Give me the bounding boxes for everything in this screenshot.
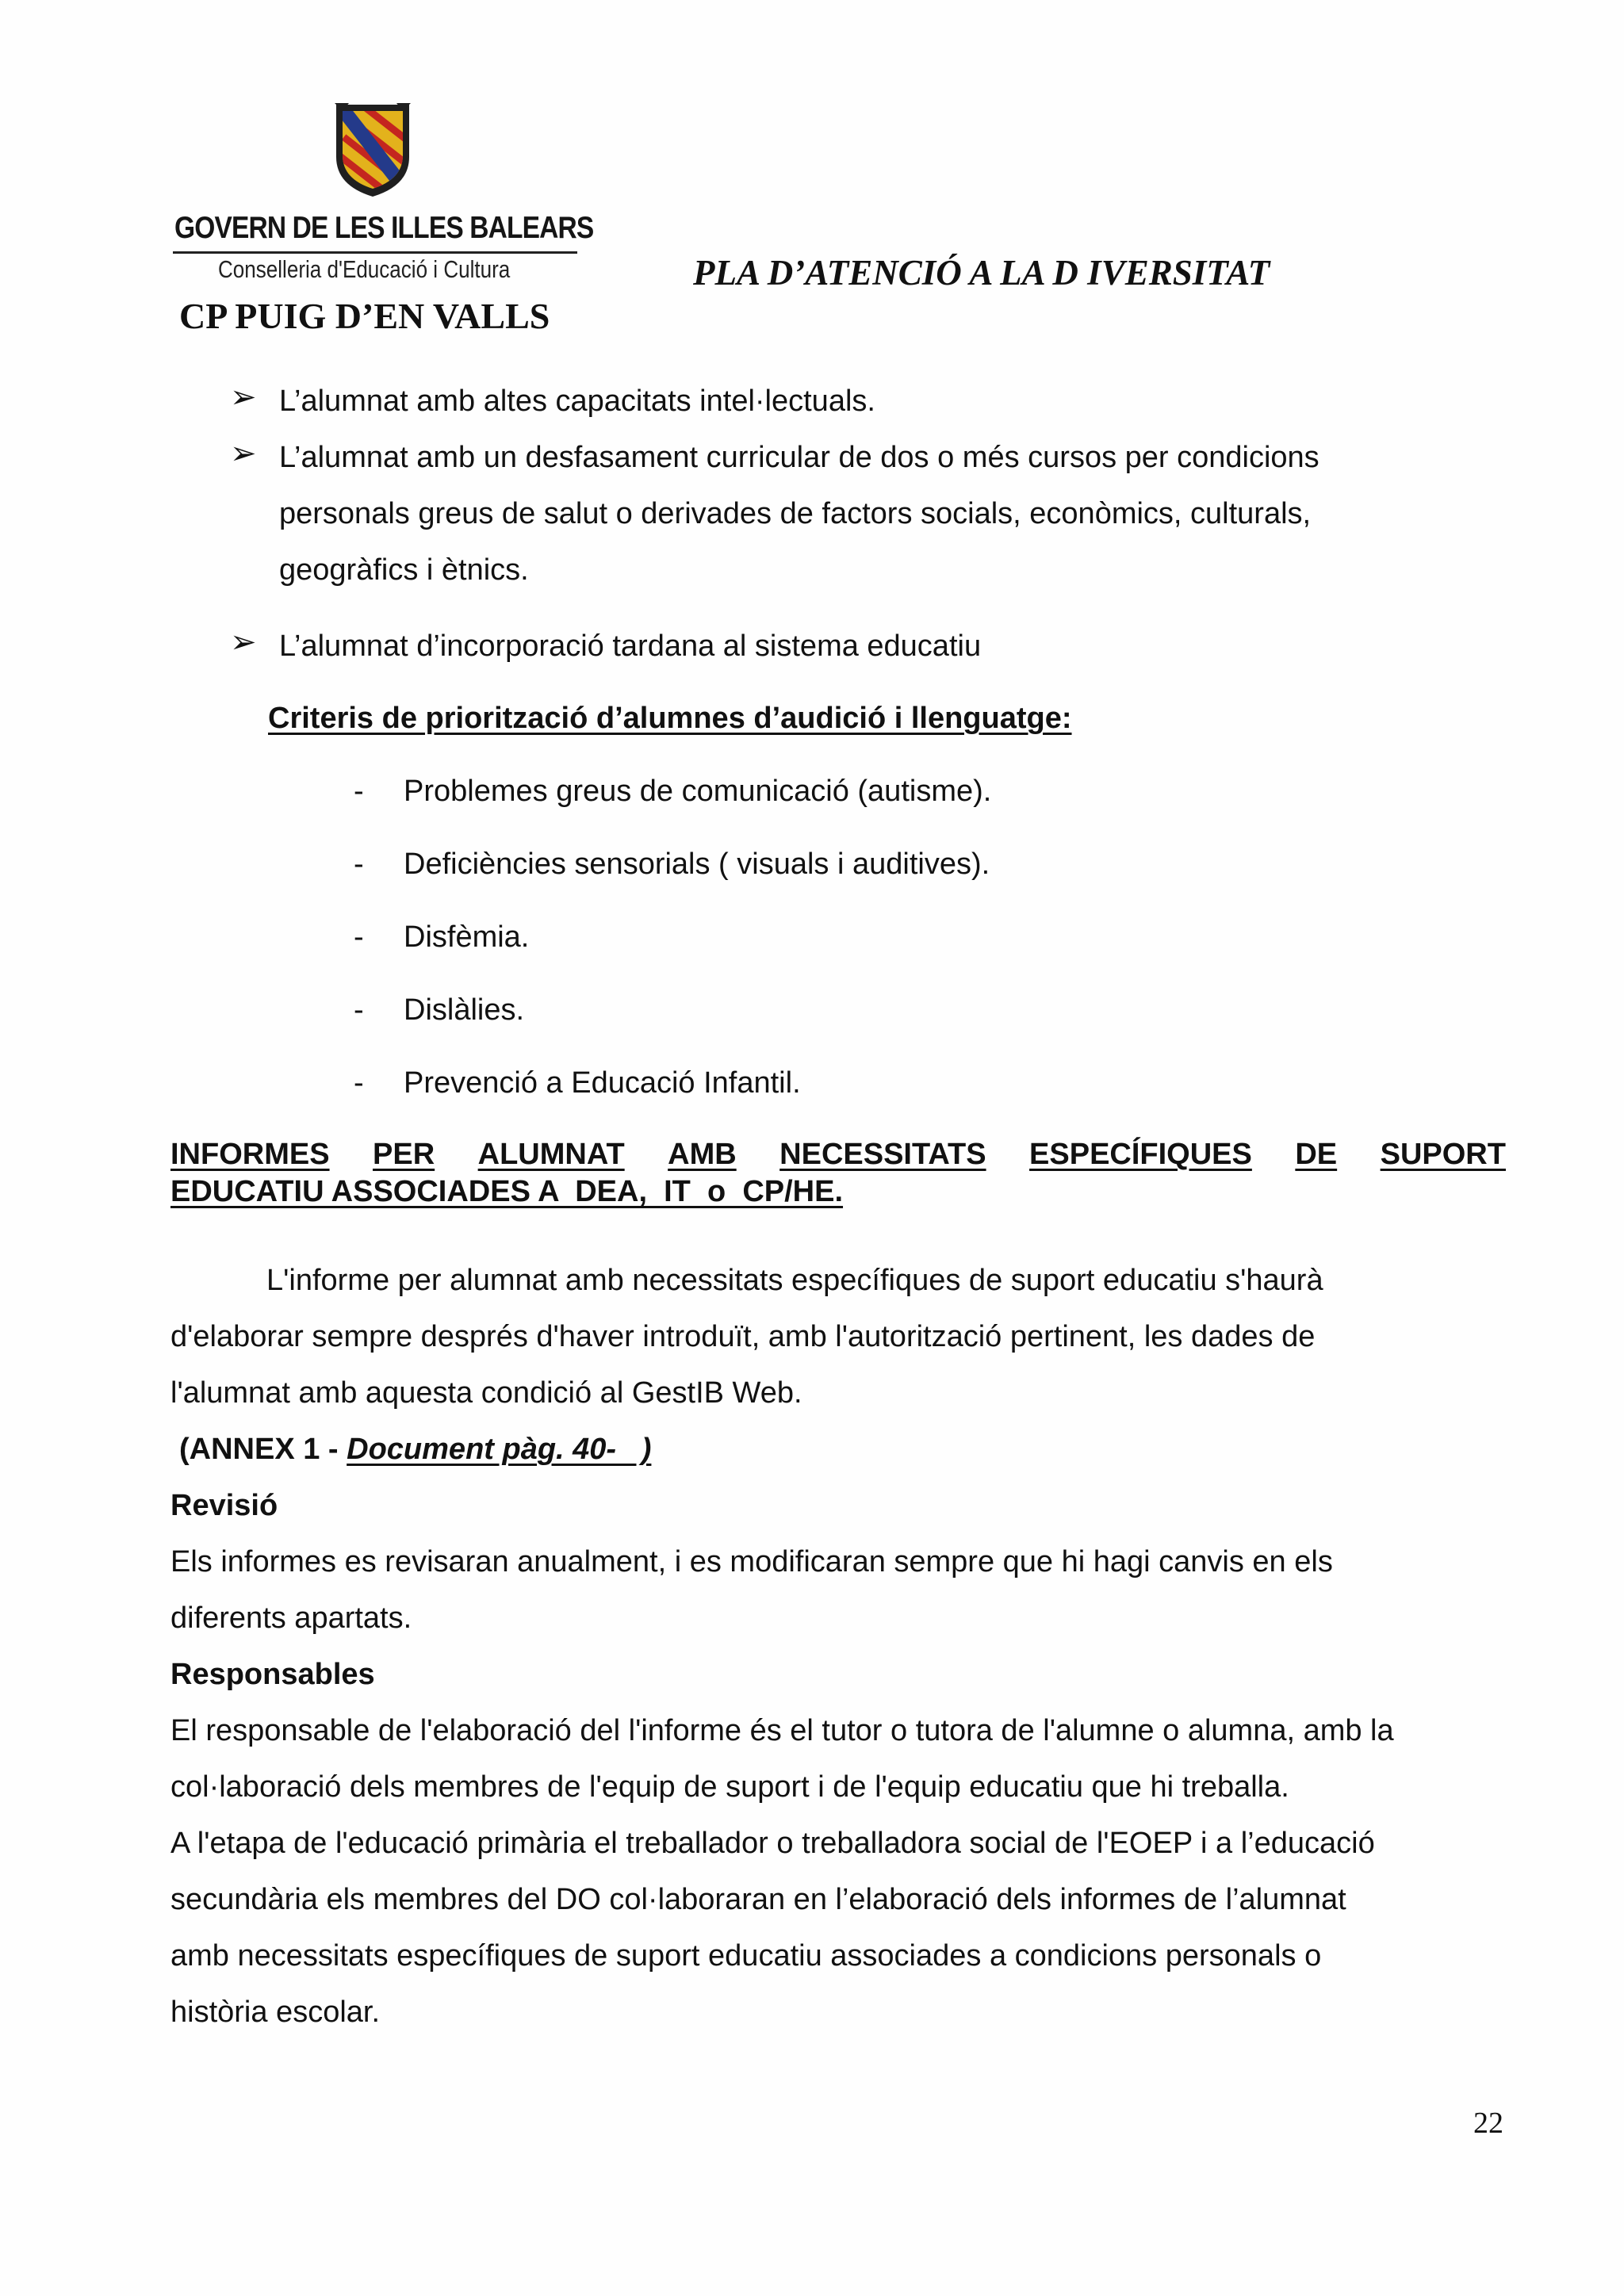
document-title: PLA D’ATENCIÓ A LA D IVERSITAT <box>693 253 1270 293</box>
bullet-item: L’alumnat d’incorporació tardana al sistema educatiu <box>279 629 982 663</box>
paragraph-line: història escolar. <box>170 1996 381 2029</box>
paragraph-line: amb necessitats específiques de suport educatiu associades a condicions personals o <box>170 1939 1322 1973</box>
bullet-item-continuation: personals greus de salut o derivades de factors socials, econòmics, culturals, <box>279 497 1312 530</box>
paragraph-line: A l'etapa de l'educació primària el treballador o treballadora social de l'EOEP i a l’educació <box>170 1827 1375 1860</box>
paragraph-line: l'alumnat amb aquesta condició al GestIB Web. <box>170 1376 802 1410</box>
heading-word: NECESSITATS <box>779 1138 986 1171</box>
page-number: 22 <box>1473 2107 1503 2140</box>
annex-document-link[interactable]: Document pàg. 40- ) <box>347 1433 652 1466</box>
heading-word: INFORMES <box>170 1138 330 1171</box>
heading-word: AMB <box>668 1138 737 1171</box>
paragraph-line: L'informe per alumnat amb necessitats específiques de suport educatiu s'haurà <box>266 1264 1323 1297</box>
school-name: CP PUIG D’EN VALLS <box>179 296 550 336</box>
criteria-item: Problemes greus de comunicació (autisme). <box>404 775 992 808</box>
criteria-heading: Criteris de priorització d’alumnes d’audició i llenguatge: <box>268 702 1072 735</box>
annex-prefix: (ANNEX 1 - <box>179 1433 347 1466</box>
paragraph-line: El responsable de l'elaboració del l'informe és el tutor o tutora de l'alumne o alumna, amb la <box>170 1714 1394 1747</box>
annex-reference <box>179 1422 651 1478</box>
paragraph-line: diferents apartats. <box>170 1601 412 1635</box>
revision-heading: Revisió <box>170 1489 278 1522</box>
heading-word: SUPORT <box>1380 1138 1506 1171</box>
arrow-bullet-icon: ➢ <box>230 380 257 415</box>
dash-bullet: - <box>354 920 364 954</box>
dash-bullet: - <box>354 1066 364 1100</box>
paragraph-line: col·laboració dels membres de l'equip de suport i de l'equip educatiu que hi treballa. <box>170 1770 1289 1804</box>
bullet-item: L’alumnat amb altes capacitats intel·lectuals. <box>279 385 875 418</box>
paragraph-line: d'elaborar sempre després d'haver introduït, amb l'autorització pertinent, les dades de <box>170 1320 1316 1353</box>
dash-bullet: - <box>354 848 364 881</box>
government-name: GOVERN DE LES ILLES BALEARS <box>174 211 594 245</box>
arrow-bullet-icon: ➢ <box>230 436 257 471</box>
criteria-item: Dislàlies. <box>404 993 525 1027</box>
balearic-coat-of-arms-icon <box>331 101 414 200</box>
heading-word: DE <box>1295 1138 1338 1171</box>
paragraph-line: Els informes es revisaran anualment, i es modificaran sempre que hi hagi canvis en els <box>170 1545 1333 1578</box>
paragraph-line: secundària els membres del DO col·laboraran en l’elaboració dels informes de l’alumnat <box>170 1883 1346 1916</box>
header-divider <box>173 251 577 254</box>
heading-word: ALUMNAT <box>477 1138 625 1171</box>
dash-bullet: - <box>354 993 364 1027</box>
dash-bullet: - <box>354 775 364 808</box>
criteria-item: Disfèmia. <box>404 920 530 954</box>
arrow-bullet-icon: ➢ <box>230 625 257 660</box>
reports-heading-line-2: EDUCATIU ASSOCIADES A DEA, IT o CP/HE. <box>170 1175 844 1208</box>
heading-word: PER <box>373 1138 435 1171</box>
bullet-item-continuation: geogràfics i ètnics. <box>279 553 529 587</box>
department-name: Conselleria d'Educació i Cultura <box>218 255 511 283</box>
heading-word: ESPECÍFIQUES <box>1029 1138 1252 1171</box>
bullet-item: L’alumnat amb un desfasament curricular de dos o més cursos per condicions <box>279 441 1320 474</box>
criteria-item: Prevenció a Educació Infantil. <box>404 1066 801 1100</box>
responsibles-heading: Responsables <box>170 1658 375 1691</box>
criteria-item: Deficiències sensorials ( visuals i auditives). <box>404 848 990 881</box>
